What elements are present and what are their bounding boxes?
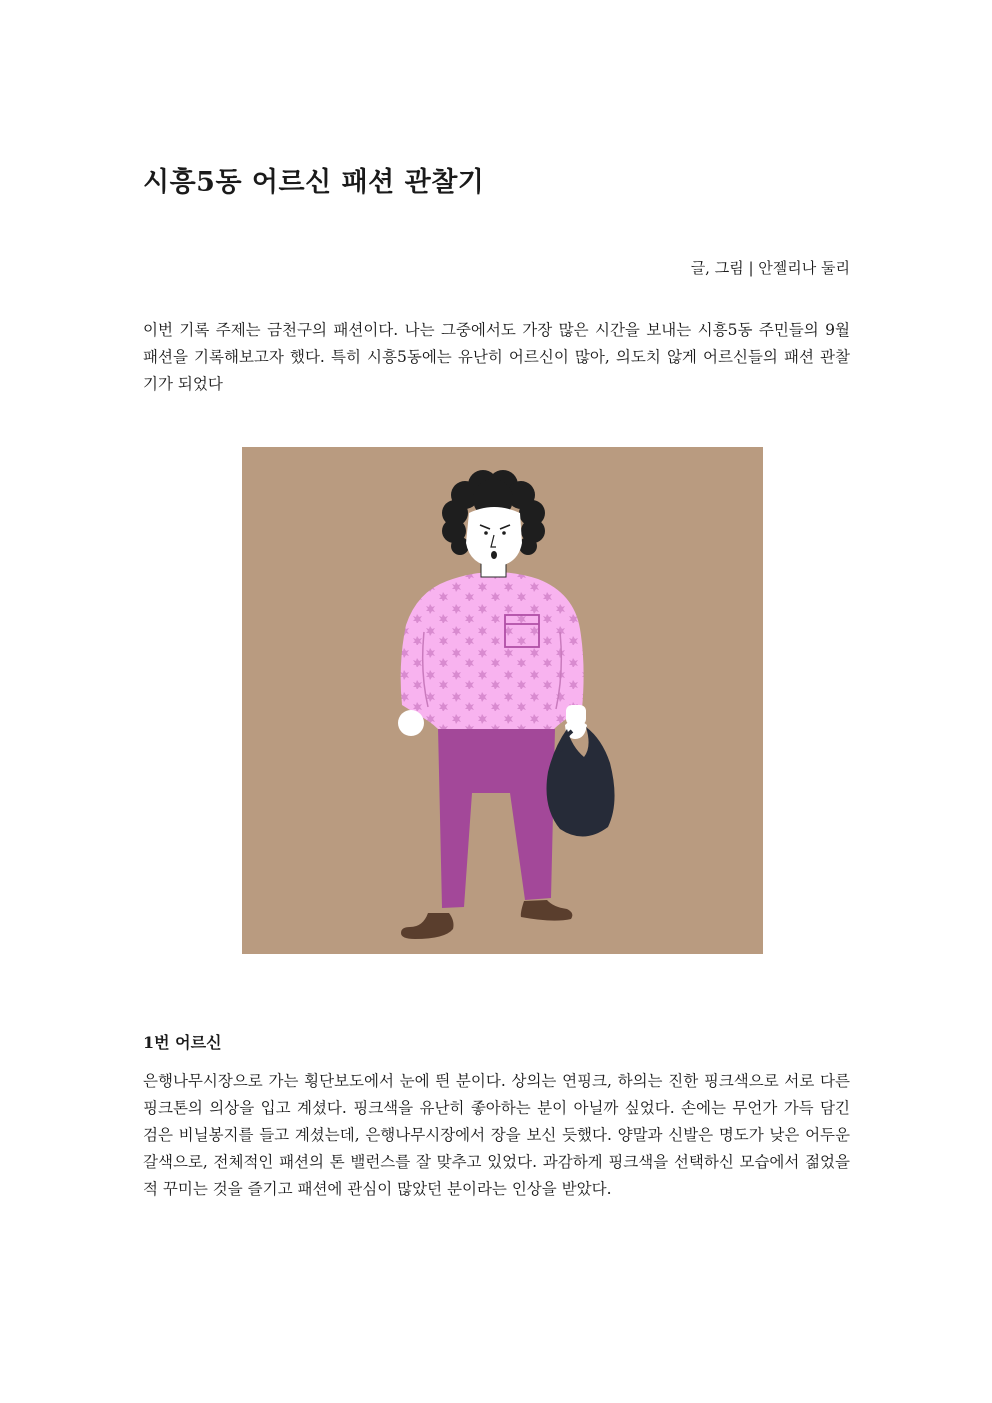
section-body-paragraph: 은행나무시장으로 가는 횡단보도에서 눈에 띈 분이다. 상의는 연핑크, 하의는 진한 핑크색으로 서로 다른 핑크톤의 의상을 입고 계셨다. 핑크색을 유난히 좋아하는 분이 아닐까 싶었다. 손에는 무언가 가득 담긴 검은 비닐봉지를 들고 계셨는데, 은행나무시장에서 장을 보신 듯했다. 양말과 신발은 명도가 낮은 어두운 갈색으로, 전체적인 패션의 톤 밸런스를 잘 맞추고 있었다. 과감하게 핑크색을 선택하신 모습에서 젊었을 적 꾸미는 것을 즐기고 패션에 관심이 많았던 분이라는 인상을 받았다. <box>143 1072 850 1198</box>
left-hand <box>398 710 424 736</box>
section-heading: 1번 어르신 <box>143 1033 222 1052</box>
illustration-elderly-woman <box>242 447 763 954</box>
byline: 글, 그림 | 안젤리나 둘리 <box>690 259 850 277</box>
article-title: 시흥5동 어르신 패션 관찰기 <box>143 167 485 198</box>
intro-paragraph: 이번 기록 주제는 금천구의 패션이다. 나는 그중에서도 가장 많은 시간을 보내는 시흥5동 주민들의 9월 패션을 기록해보고자 했다. 특히 시흥5동에는 유난히 어르신이 많아, 의도치 않게 어르신들의 패션 관찰기가 되었다 <box>143 321 850 393</box>
